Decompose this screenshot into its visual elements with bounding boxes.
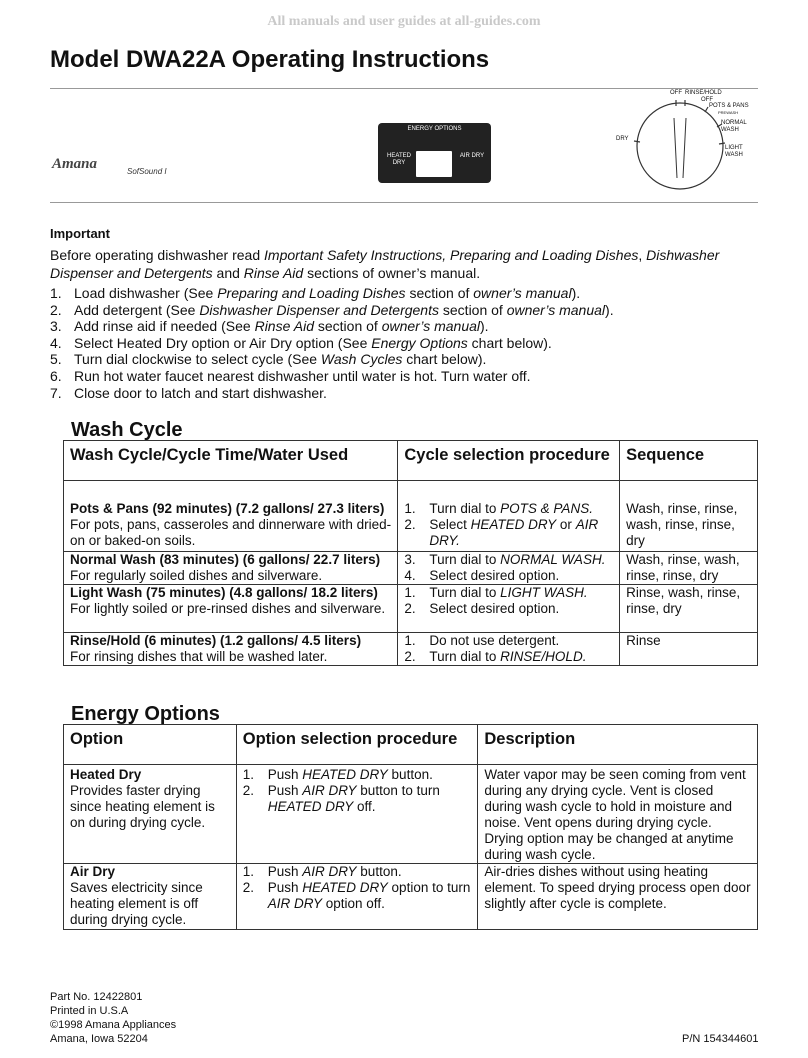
energy-options-table [63, 724, 758, 930]
wash-cycle-header-row [64, 441, 758, 481]
procedure-step-number: 2. [404, 517, 416, 532]
procedure-step [243, 767, 472, 783]
text-run: Turn dial to [429, 649, 501, 664]
procedure-step-text [429, 649, 586, 665]
text-run: sections of owner’s manual. [303, 265, 481, 281]
procedure-cell [398, 585, 620, 633]
procedure-step-text [429, 552, 605, 568]
procedure-step-number: 4. [404, 568, 416, 583]
heated-dry-label: HEATED DRY [387, 153, 411, 166]
dial-label-dry: DRY [616, 136, 629, 142]
text-run: Turn dial clockwise to select cycle (See [74, 351, 321, 368]
table-row [64, 765, 758, 864]
pn-number: P/N 154344601 [682, 1033, 759, 1045]
procedure-step [404, 649, 613, 665]
text-run: or [556, 517, 576, 532]
row-description: For lightly soiled or pre-rinsed dishes and silverware. [70, 601, 386, 616]
procedure-step [243, 783, 472, 815]
text-run: owner’s manual [473, 285, 572, 301]
procedure-step-text [268, 864, 402, 880]
sequence-cell: Wash, rinse, wash, rinse, rinse, dry [620, 552, 758, 585]
text-run: ). [480, 318, 489, 335]
procedure-cell [236, 864, 478, 930]
step-item [50, 351, 750, 368]
row-description: Provides faster drying since heating element is on during drying cycle. [70, 783, 215, 830]
dial-label-off-top: OFF [670, 90, 682, 96]
procedure-step-text [268, 880, 472, 912]
row-title: Pots & Pans (92 minutes) (7.2 gallons/ 27.3 liters) [70, 501, 385, 516]
text-run: AIR DRY [302, 783, 357, 798]
text-run: Do not use detergent. [429, 633, 560, 648]
column-header: Sequence [620, 441, 758, 481]
text-run: RINSE/HOLD. [500, 649, 587, 664]
text-run: Rinse Aid [243, 265, 304, 281]
step-item [50, 302, 750, 319]
header-divider [50, 202, 758, 203]
copyright: ©1998 Amana Appliances [50, 1019, 177, 1031]
text-run: Before operating dishwasher read [50, 247, 265, 263]
text-run: AIR DRY. [429, 517, 599, 548]
step-text [74, 385, 327, 402]
sequence-cell: Rinse, wash, rinse, rinse, dry [620, 585, 758, 633]
text-run: Select desired option. [429, 601, 560, 616]
text-run: option off. [322, 896, 385, 911]
text-run: HEATED DRY [267, 799, 354, 814]
procedure-step-number: 2. [404, 649, 416, 664]
name-cell [64, 633, 398, 666]
procedure-step-number: 2. [404, 601, 416, 616]
watermark: All manuals and user guides at all-guides.com [267, 14, 541, 29]
text-run: Add rinse aid if needed (See [74, 318, 255, 335]
procedure-step-number: 1. [404, 633, 416, 648]
name-cell [64, 864, 237, 930]
text-run: ). [571, 285, 581, 301]
air-dry-label: AIR DRY [459, 153, 485, 159]
procedure-step-number: 1. [242, 864, 255, 879]
procedure-step-number: 2. [242, 880, 255, 895]
text-run: chart below). [402, 351, 487, 368]
text-run: NORMAL WASH. [500, 552, 606, 567]
row-description: Saves electricity since heating element is off during drying cycle. [70, 880, 203, 927]
text-run: button. [356, 864, 402, 879]
text-run: section of [439, 301, 507, 318]
text-run: Energy Options [371, 334, 468, 351]
text-run: Turn dial to [429, 501, 501, 516]
sequence-cell: Rinse [620, 633, 758, 666]
procedure-cell [398, 481, 620, 552]
procedure-step-text [268, 783, 472, 815]
column-header: Description [478, 725, 758, 765]
text-run: HEATED DRY [302, 767, 388, 782]
step-item [50, 335, 750, 352]
dial-label-prewash: PREWASH [718, 110, 739, 115]
wash-cycle-heading: Wash Cycle [71, 419, 183, 441]
text-run: button. [387, 767, 433, 782]
text-run: Push [267, 880, 303, 895]
column-header: Option [64, 725, 237, 765]
dial-label-normal-wash: NORMAL WASH [721, 120, 747, 133]
energy-options-heading: Energy Options [71, 703, 220, 725]
procedure-step-text [429, 633, 559, 649]
procedure-step-text [429, 585, 587, 601]
step-text [74, 302, 614, 319]
table-row [64, 864, 758, 930]
printed-in: Printed in U.S.A [50, 1005, 129, 1017]
procedure-step [404, 633, 613, 649]
procedure-step [404, 552, 613, 568]
procedure-step-number: 1. [404, 501, 416, 516]
procedure-step [404, 601, 613, 617]
dial-label-light-wash: LIGHT WASH [725, 145, 743, 158]
table-row [64, 585, 758, 633]
text-run: , [638, 247, 647, 263]
text-run: off. [353, 799, 376, 814]
dial-label-rinse-hold: RINSE/HOLD [685, 90, 722, 96]
text-run: Select [429, 517, 471, 532]
procedure-cell [236, 765, 478, 864]
step-text [74, 351, 486, 368]
step-item [50, 368, 750, 385]
panel-title: ENERGY OPTIONS [407, 126, 462, 132]
dial-label-pots-pans: POTS & PANS [709, 103, 749, 109]
text-run: Dishwasher Dispenser and Detergents [50, 247, 720, 281]
column-header: Cycle selection procedure [398, 441, 620, 481]
wash-cycle-table [63, 440, 758, 666]
procedure-step-text [429, 501, 593, 517]
row-description: For pots, pans, casseroles and dinnerware with dried-on or baked-on soils. [70, 517, 392, 548]
text-run: chart below). [467, 334, 552, 351]
text-run: POTS & PANS. [500, 501, 593, 516]
text-run: option to turn [387, 880, 471, 895]
important-label: Important [50, 226, 110, 241]
step-number: 7. [50, 384, 62, 401]
step-item [50, 318, 750, 335]
text-run: Dishwasher Dispenser and Detergents [199, 301, 439, 318]
table-row [64, 481, 758, 552]
energy-options-header-row [64, 725, 758, 765]
description-cell: Water vapor may be seen coming from vent during any drying cycle. Vent is closed during wash cycle to hold in moisture and noise. Vent opens during drying cycle. Drying option may be changed at anytime during wash cycle. [478, 765, 758, 864]
column-header: Option selection procedure [236, 725, 478, 765]
procedure-cell [398, 633, 620, 666]
text-run: ). [605, 301, 614, 318]
text-run: AIR DRY [302, 864, 357, 879]
step-number: 2. [50, 301, 62, 318]
text-run: Turn dial to [429, 585, 501, 600]
text-run: section of [405, 285, 474, 301]
text-run: and [212, 265, 244, 281]
procedure-step [243, 864, 472, 880]
instruction-steps [50, 285, 750, 401]
sequence-cell: Wash, rinse, rinse, wash, rinse, rinse, dry [620, 481, 758, 552]
option-button [416, 151, 452, 177]
row-title: Rinse/Hold (6 minutes) (1.2 gallons/ 4.5 liters) [70, 633, 362, 648]
row-title: Normal Wash (83 minutes) (6 gallons/ 22.7 liters) [70, 552, 381, 567]
step-number: 1. [50, 285, 62, 301]
text-run: Push [267, 767, 303, 782]
text-run: owner’s manual [506, 301, 606, 318]
text-run: Push [267, 783, 303, 798]
procedure-step-text [429, 601, 559, 617]
name-cell [64, 481, 398, 552]
text-run: AIR DRY [267, 896, 323, 911]
procedure-step [404, 568, 613, 584]
text-run: Turn dial to [429, 552, 501, 567]
step-number: 5. [50, 351, 62, 368]
step-text [74, 335, 552, 352]
text-run: Wash Cycles [320, 351, 403, 368]
procedure-step-text [429, 568, 559, 584]
row-title: Air Dry [70, 864, 116, 879]
description-cell: Air-dries dishes without using heating element. To speed drying process open door slightly after cycle is complete. [478, 864, 758, 930]
name-cell [64, 552, 398, 585]
step-number: 4. [50, 334, 62, 351]
row-description: For rinsing dishes that will be washed later. [70, 649, 328, 664]
energy-options-panel [378, 123, 491, 183]
column-header: Wash Cycle/Cycle Time/Water Used [64, 441, 398, 481]
step-number: 6. [50, 367, 62, 384]
row-title: Light Wash (75 minutes) (4.8 gallons/ 18.2 liters) [70, 585, 378, 600]
text-run: Select desired option. [429, 568, 560, 583]
text-run: section of [313, 318, 382, 335]
procedure-step [243, 880, 472, 912]
dial-label-off: OFF [701, 97, 713, 103]
procedure-step [404, 517, 613, 549]
part-number: Part No. 12422801 [50, 991, 143, 1003]
procedure-step-text [429, 517, 613, 549]
procedure-step-number: 1. [404, 585, 416, 600]
procedure-step-number: 2. [242, 783, 255, 798]
important-text [50, 246, 730, 282]
footer-info [50, 990, 176, 1046]
address: Amana, Iowa 52204 [50, 1033, 148, 1045]
step-text [74, 318, 489, 335]
page-title: Model DWA22A Operating Instructions [50, 46, 490, 73]
procedure-step-number: 3. [404, 552, 416, 567]
text-run: Preparing and Loading Dishes [217, 285, 406, 301]
row-description: For regularly soiled dishes and silverware. [70, 568, 323, 583]
procedure-cell [398, 552, 620, 585]
cycle-dial [600, 88, 760, 198]
text-run: Run hot water faucet nearest dishwasher until water is hot. Turn water off. [74, 367, 531, 384]
text-run: Close door to latch and start dishwasher. [74, 384, 327, 401]
table-row [64, 552, 758, 585]
amana-logo: Amana [52, 156, 98, 172]
model-name: SofSound I [127, 167, 167, 176]
step-number: 3. [50, 318, 62, 335]
table-row [64, 633, 758, 666]
text-run: LIGHT WASH. [500, 585, 588, 600]
name-cell [64, 765, 237, 864]
text-run: Load dishwasher (See [74, 285, 218, 301]
text-run: Important Safety Instructions, Preparing and Loading Dishes [264, 247, 639, 263]
step-item [50, 385, 750, 402]
text-run: button to turn [356, 783, 440, 798]
text-run: Add detergent (See [74, 301, 200, 318]
step-text [74, 285, 580, 302]
text-run: owner’s manual [381, 318, 481, 335]
procedure-step-number: 1. [242, 767, 255, 782]
step-item [50, 285, 750, 302]
name-cell [64, 585, 398, 633]
step-text [74, 368, 531, 385]
procedure-step [404, 585, 613, 601]
procedure-step [404, 501, 613, 517]
text-run: Push [267, 864, 303, 879]
text-run: HEATED DRY [302, 880, 388, 895]
text-run: HEATED DRY [470, 517, 557, 532]
procedure-step-text [268, 767, 433, 783]
text-run: Select Heated Dry option or Air Dry option (See [74, 334, 372, 351]
text-run: Rinse Aid [254, 318, 314, 335]
row-title: Heated Dry [70, 767, 142, 782]
